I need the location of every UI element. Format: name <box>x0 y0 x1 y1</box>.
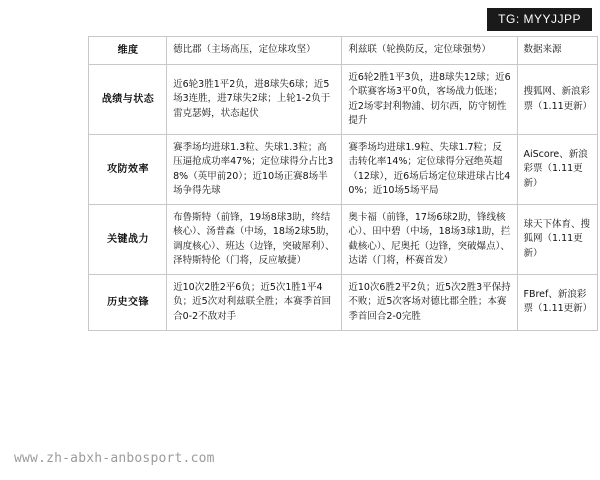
table-row <box>89 275 598 331</box>
row-away-value: 近10次6胜2平2负；近5次2胜3平保持不败；近5次客场对德比郡全胜；本赛季首回合2-0完胜 <box>342 275 517 331</box>
row-away-value: 赛季场均进球1.9粒、失球1.7粒；反击转化率14%；定位球得分冠绝英超（12球），近6场后场定位球进球占比40%；近10场5场平局 <box>342 135 517 205</box>
row-home-value: 近6轮3胜1平2负，进8球失6球；近5场3连胜，进7球失2球；上轮1-2负于雷克瑟姆，状态起伏 <box>167 65 342 135</box>
row-source-value: FBref、新浪彩票（1.11更新） <box>517 275 598 331</box>
row-label: 攻防效率 <box>89 135 167 205</box>
row-home-value: 近10次2胜2平6负；近5次1胜1平4负；近5次对利兹联全胜；本赛季首回合0-2不敌对手 <box>167 275 342 331</box>
site-watermark: www.zh-abxh-anbosport.com <box>14 451 215 466</box>
row-home-value: 布鲁斯特（前锋，19场8球3助，终结核心）、汤普森（中场，18场2球5助，调度核心）、班达（边锋，突破犀利）、泽特斯特伦（门将，反应敏捷） <box>167 205 342 275</box>
row-source-value: AiScore、新浪彩票（1.11更新） <box>517 135 598 205</box>
table-row <box>89 135 598 205</box>
row-source-value: 搜狐网、新浪彩票（1.11更新） <box>517 65 598 135</box>
comparison-table-wrapper <box>88 36 598 331</box>
row-label: 历史交锋 <box>89 275 167 331</box>
table-header-row <box>89 37 598 65</box>
row-label: 关键战力 <box>89 205 167 275</box>
column-header-away-team: 利兹联（轮换防反，定位球强势） <box>342 37 517 65</box>
table-row <box>89 65 598 135</box>
row-home-value: 赛季场均进球1.3粒、失球1.3粒；高压逼抢成功率47%；定位球得分占比38%（英甲前20）；近10场正赛8场半场争得先球 <box>167 135 342 205</box>
row-away-value: 近6轮2胜1平3负，进8球失12球；近6个联赛客场3平0负，客场战力低迷；近2场零封利物浦、切尔西，防守韧性提升 <box>342 65 517 135</box>
row-source-value: 球天下体育、搜狐网（1.11更新） <box>517 205 598 275</box>
column-header-home-team: 德比郡（主场高压，定位球攻坚） <box>167 37 342 65</box>
telegram-badge: TG: MYYJJPP <box>487 8 592 31</box>
column-header-dimension: 维度 <box>89 37 167 65</box>
row-label: 战绩与状态 <box>89 65 167 135</box>
column-header-source: 数据来源 <box>517 37 598 65</box>
row-away-value: 奥卡福（前锋，17场6球2助，锋线核心）、田中碧（中场，18场3球1助，拦截核心）、尼奥托（边锋，突破爆点）、达诺（门将，杯赛首发） <box>342 205 517 275</box>
table-row <box>89 205 598 275</box>
comparison-table <box>88 36 598 331</box>
